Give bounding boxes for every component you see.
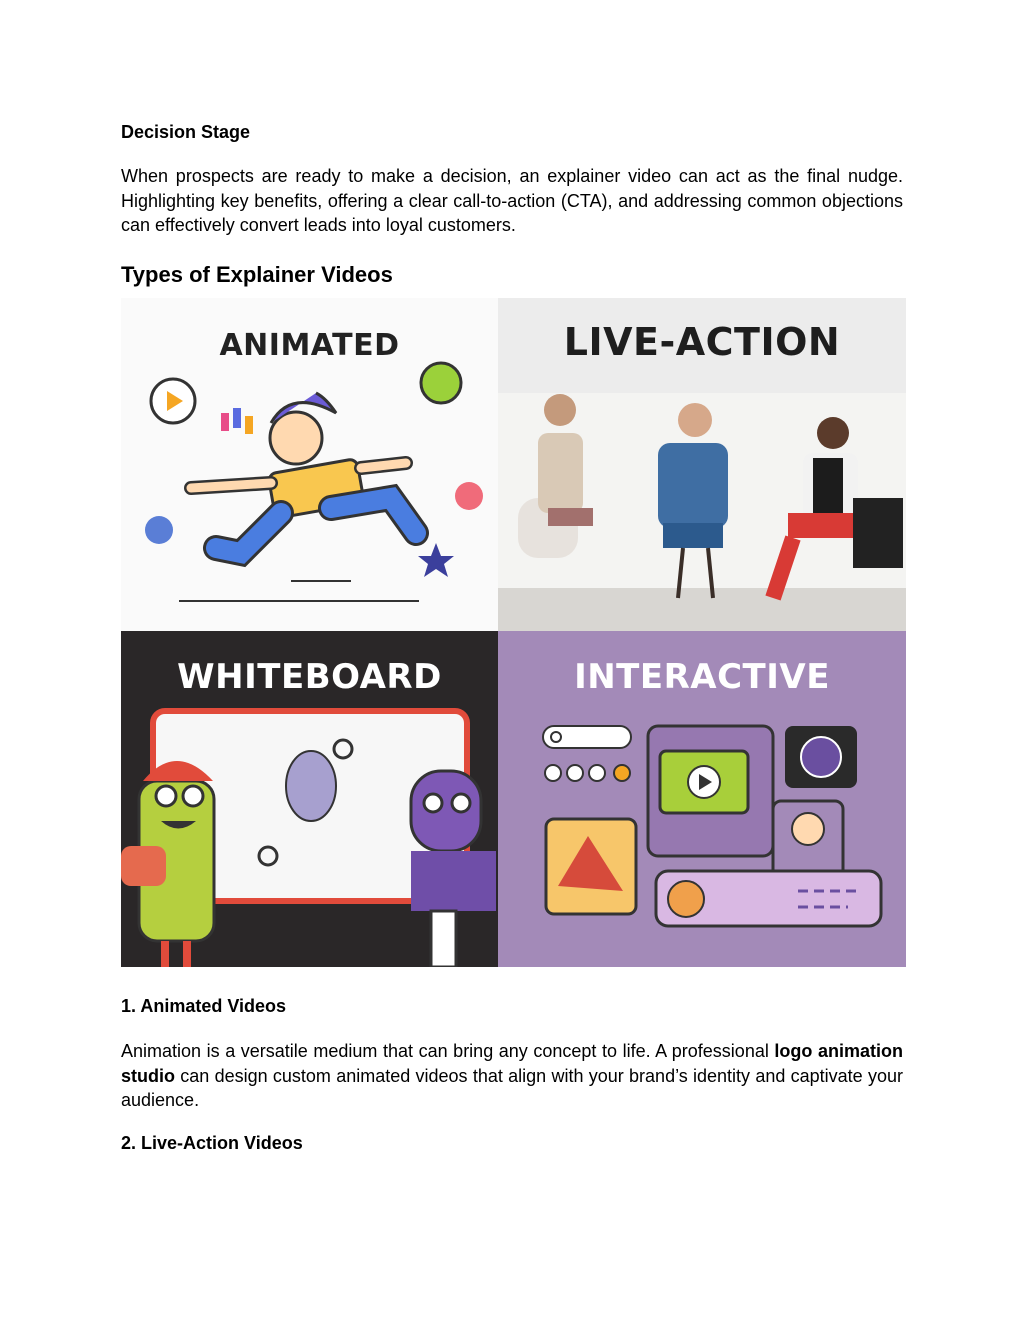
interview-photo bbox=[498, 298, 906, 631]
panel-title-animated: ANIMATED bbox=[219, 328, 400, 363]
panel-title-live-action: LIVE-ACTION bbox=[563, 320, 841, 364]
decision-stage-heading: Decision Stage bbox=[121, 122, 251, 142]
decision-stage-paragraph: When prospects are ready to make a decision, an explainer video can act as the final nudge. Highlighting key benefits, offering a clear call-to-action (CTA), and addressing common objections can effectively convert leads into loyal customers. bbox=[121, 166, 903, 235]
live-action-videos-heading: 2. Live-Action Videos bbox=[121, 1133, 303, 1153]
whiteboard-illustration bbox=[121, 631, 498, 967]
panel-live-action bbox=[498, 298, 906, 631]
panel-title-interactive: INTERACTIVE bbox=[574, 657, 830, 697]
logo-animation-studio-text: logo animation studio bbox=[121, 1041, 903, 1086]
panel-interactive bbox=[498, 631, 906, 967]
animated-videos-paragraph: Animation is a versatile medium that can bring any concept to life. A professional logo animation studio can design custom animated videos that align with your brand’s identity and captivate your audience. bbox=[121, 1041, 903, 1110]
animated-videos-heading: 1. Animated Videos bbox=[121, 996, 287, 1016]
running-character-illustration bbox=[121, 298, 498, 631]
panel-whiteboard bbox=[121, 631, 498, 967]
types-heading: Types of Explainer Videos bbox=[121, 262, 393, 287]
panel-title-whiteboard: WHITEBOARD bbox=[177, 657, 442, 697]
explainer-types-image bbox=[121, 298, 906, 967]
interactive-ui-illustration bbox=[498, 631, 906, 967]
panel-animated bbox=[121, 298, 498, 631]
